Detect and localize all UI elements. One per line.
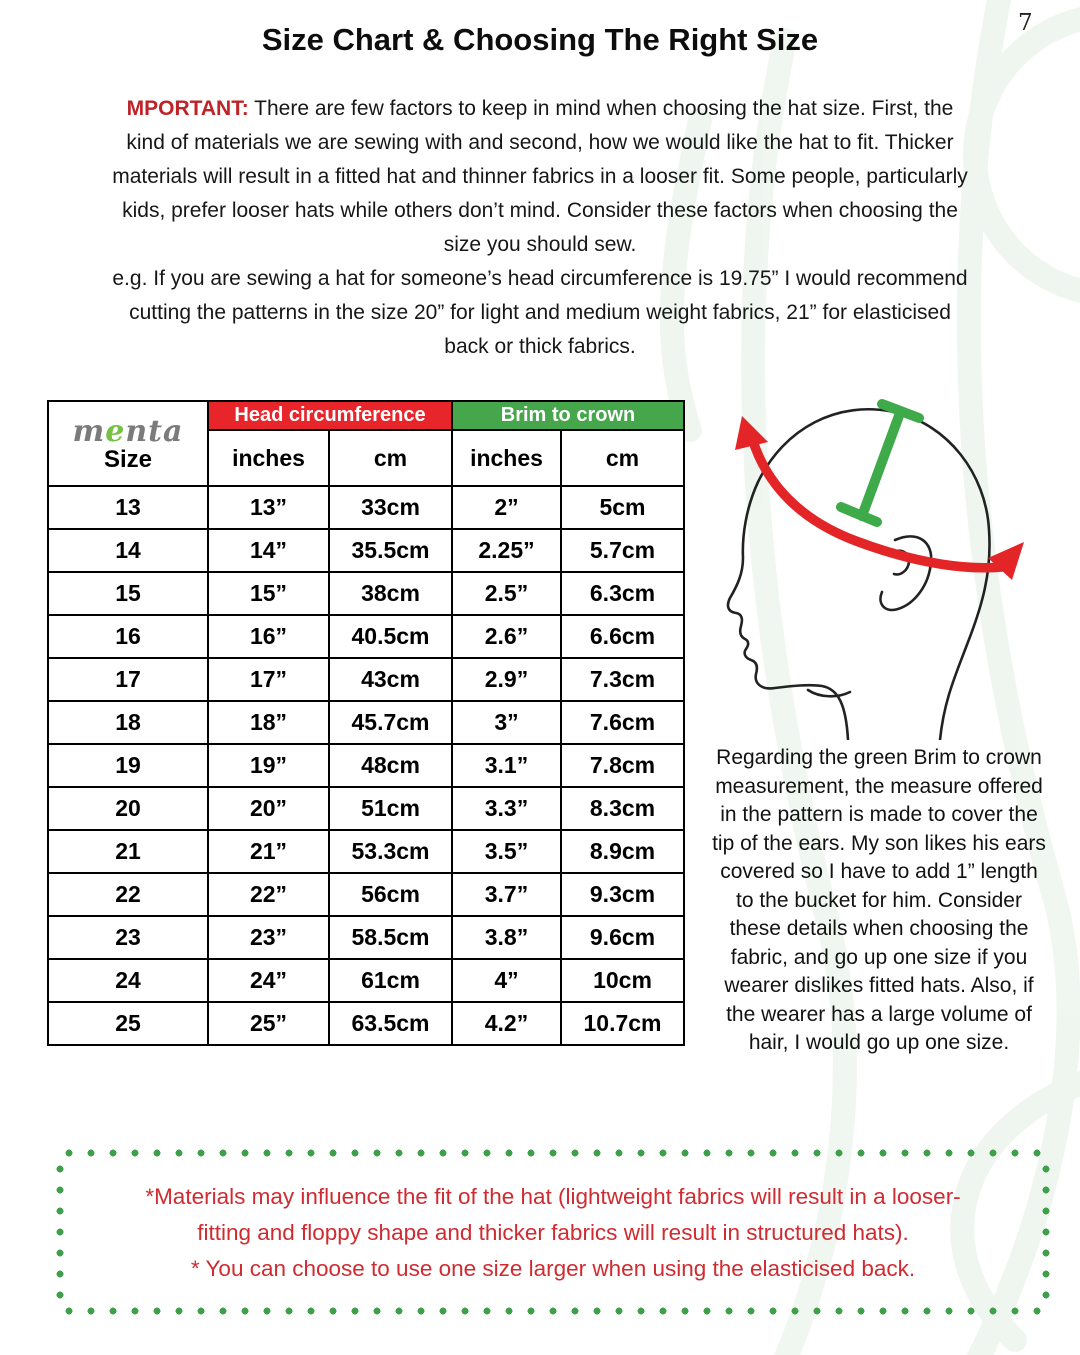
table-cell: 18 (48, 701, 208, 744)
dotted-border-left (56, 1163, 64, 1301)
note-line: wearer dislikes fitted hats. Also, if (724, 974, 1034, 997)
table-cell: 45.7cm (329, 701, 452, 744)
intro-line: back or thick fabrics. (444, 335, 636, 358)
table-cell: 10.7cm (561, 1002, 684, 1045)
table-cell: 6.3cm (561, 572, 684, 615)
note-line: tip of the ears. My son likes his ears (712, 831, 1046, 855)
important-label: MPORTANT: (126, 97, 249, 120)
table-cell: 13 (48, 486, 208, 529)
size-chart-table (47, 400, 685, 1046)
table-cell: 8.3cm (561, 787, 684, 830)
table-cell: 5.7cm (561, 529, 684, 572)
table-cell: 2.9” (452, 658, 561, 701)
table-cell: 25 (48, 1002, 208, 1045)
note-line: measurement, the measure offered (715, 774, 1043, 798)
table-cell: 23 (48, 916, 208, 959)
table-row (48, 529, 684, 572)
table-cell: 17” (208, 658, 329, 701)
table-cell: 7.8cm (561, 744, 684, 787)
brim-note-paragraph (688, 744, 1070, 1058)
table-cell: 2” (452, 486, 561, 529)
dotted-border-right (1042, 1163, 1050, 1301)
table-cell: 9.6cm (561, 916, 684, 959)
page-number: 7 (1018, 10, 1033, 36)
brim-to-crown-header: Brim to crown (452, 401, 684, 430)
table-cell: 24 (48, 959, 208, 1002)
table-row (48, 572, 684, 615)
page-title: Size Chart & Choosing The Right Size (261, 22, 819, 57)
head-outline-icon (728, 409, 990, 740)
table-cell: 21 (48, 830, 208, 873)
table-cell: 3.1” (452, 744, 561, 787)
table-cell: 43cm (329, 658, 452, 701)
footer-line: * You can choose to use one size larger when using the elasticised back. (190, 1256, 916, 1281)
intro-line: MPORTANT: There are few factors to keep in mind when choosing the hat size. First, the (126, 97, 954, 120)
size-column-header-cell (48, 401, 208, 486)
table-cell: 61cm (329, 959, 452, 1002)
note-line: fabric, and go up one size if you (730, 945, 1028, 969)
intro-line: cutting the patterns in the size 20” for light and medium weight fabrics, 21” for elasticised (129, 301, 951, 324)
table-cell: 13” (208, 486, 329, 529)
table-cell: 2.5” (452, 572, 561, 615)
table-cell: 63.5cm (329, 1002, 452, 1045)
circumference-arrow-icon (735, 416, 1024, 580)
note-line: the wearer has a large volume of (726, 1002, 1032, 1026)
table-cell: 19 (48, 744, 208, 787)
subheader-inches: inches (208, 430, 329, 486)
table-row (48, 658, 684, 701)
table-row (48, 744, 684, 787)
table-cell: 19” (208, 744, 329, 787)
table-cell: 3.8” (452, 916, 561, 959)
note-line: Regarding the green Brim to crown (716, 746, 1042, 769)
table-cell: 2.25” (452, 529, 561, 572)
table-cell: 22” (208, 873, 329, 916)
table-cell: 35.5cm (329, 529, 452, 572)
intro-line: size you should sew. (443, 233, 637, 256)
logo-green-e: e (105, 413, 126, 449)
table-cell: 8.9cm (561, 830, 684, 873)
head-measurement-illustration (690, 390, 1080, 740)
table-cell: 6.6cm (561, 615, 684, 658)
table-cell: 21” (208, 830, 329, 873)
table-row (48, 701, 684, 744)
table-cell: 3.3” (452, 787, 561, 830)
subheader-cm: cm (561, 430, 684, 486)
table-cell: 25” (208, 1002, 329, 1045)
table-cell: 15” (208, 572, 329, 615)
table-cell: 7.3cm (561, 658, 684, 701)
table-row (48, 873, 684, 916)
table-cell: 16” (208, 615, 329, 658)
table-cell: 51cm (329, 787, 452, 830)
table-cell: 16 (48, 615, 208, 658)
table-cell: 48cm (329, 744, 452, 787)
table-cell: 24” (208, 959, 329, 1002)
table-cell: 3.7” (452, 873, 561, 916)
table-row (48, 787, 684, 830)
footer-line: fitting and floppy shape and thicker fabrics will result in structured hats). (197, 1220, 909, 1245)
table-cell: 40.5cm (329, 615, 452, 658)
table-cell: 17 (48, 658, 208, 701)
table-cell: 20” (208, 787, 329, 830)
table-row (48, 916, 684, 959)
intro-line: kids, prefer looser hats while others don’t mind. Consider these factors when choosing the (122, 199, 958, 222)
table-cell: 22 (48, 873, 208, 916)
note-line: covered so I have to add 1” length (720, 860, 1038, 883)
menta-logo: menta (72, 413, 184, 449)
table-cell: 38cm (329, 572, 452, 615)
table-row (48, 1002, 684, 1045)
table-cell: 4.2” (452, 1002, 561, 1045)
table-cell: 23” (208, 916, 329, 959)
table-cell: 10cm (561, 959, 684, 1002)
dotted-border-top (56, 1149, 1050, 1157)
table-row (48, 959, 684, 1002)
materials-note-box (56, 1149, 1050, 1315)
subheader-inches: inches (452, 430, 561, 486)
table-cell: 20 (48, 787, 208, 830)
table-cell: 14” (208, 529, 329, 572)
materials-note-text (76, 1179, 1030, 1287)
intro-line: kind of materials we are sewing with and second, how we would like the hat to fit. Thicker (126, 131, 954, 154)
note-line: hair, I would go up one size. (748, 1031, 1010, 1054)
table-cell: 7.6cm (561, 701, 684, 744)
table-cell: 18” (208, 701, 329, 744)
table-cell: 5cm (561, 486, 684, 529)
table-row (48, 615, 684, 658)
table-cell: 56cm (329, 873, 452, 916)
table-cell: 2.6” (452, 615, 561, 658)
table-cell: 9.3cm (561, 873, 684, 916)
brim-to-crown-measure-icon (841, 404, 919, 522)
table-cell: 53.3cm (329, 830, 452, 873)
table-cell: 58.5cm (329, 916, 452, 959)
note-line: these details when choosing the (729, 917, 1029, 940)
size-column-label: Size (103, 445, 153, 473)
subheader-cm: cm (329, 430, 452, 486)
intro-paragraph (38, 92, 1042, 364)
table-cell: 4” (452, 959, 561, 1002)
table-row (48, 830, 684, 873)
footer-line: *Materials may influence the fit of the hat (lightweight fabrics will result in a looser- (145, 1184, 961, 1209)
table-cell: 14 (48, 529, 208, 572)
table-cell: 3” (452, 701, 561, 744)
size-chart-body (48, 486, 684, 1045)
note-line: to the bucket for him. Consider (736, 888, 1022, 912)
table-cell: 3.5” (452, 830, 561, 873)
table-row (48, 486, 684, 529)
note-line: in the pattern is made to cover the (720, 803, 1038, 826)
table-cell: 15 (48, 572, 208, 615)
intro-line: e.g. If you are sewing a hat for someone’s head circumference is 19.75” I would recommend (112, 267, 968, 290)
table-cell: 33cm (329, 486, 452, 529)
table-group-header-row (48, 401, 684, 430)
intro-line: materials will result in a fitted hat and thinner fabrics in a looser fit. Some people, particularly (112, 165, 968, 188)
dotted-border-bottom (56, 1307, 1050, 1315)
head-circumference-header: Head circumference (208, 401, 452, 430)
